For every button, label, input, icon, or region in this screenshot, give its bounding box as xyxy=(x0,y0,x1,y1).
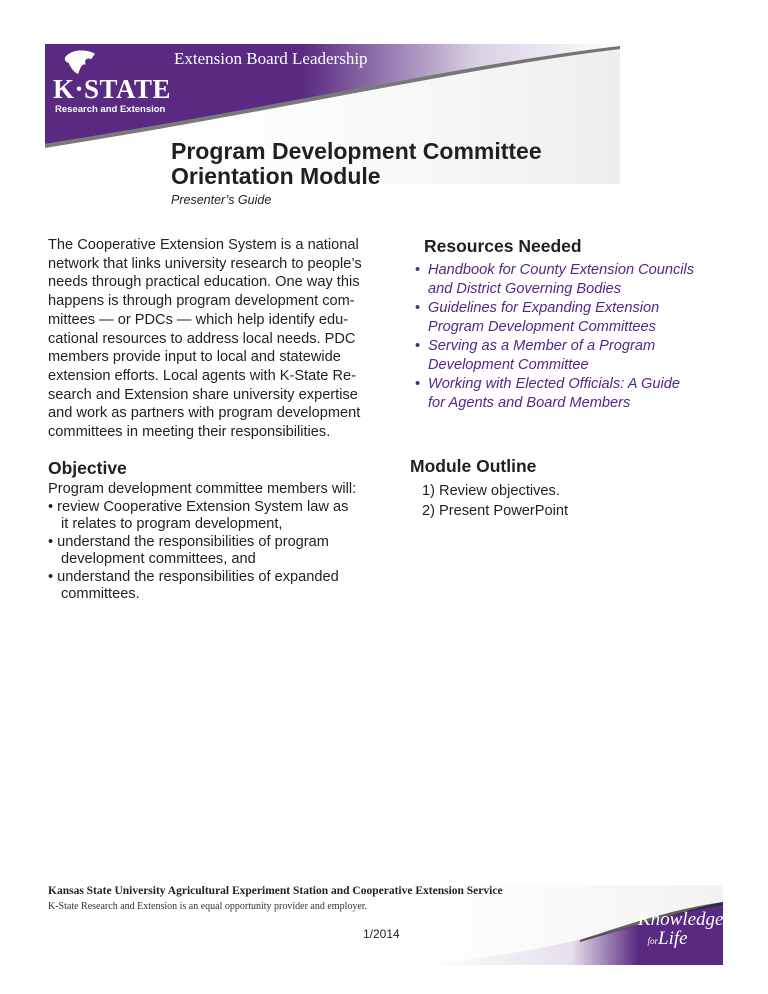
intro-paragraph xyxy=(48,236,362,442)
resource-item[interactable]: • Serving as a Member of a Program Development Committee xyxy=(415,338,656,373)
objective-item: • understand the responsibilities of expanded committees. xyxy=(48,568,339,602)
publication-date: 1/2014 xyxy=(363,927,400,941)
banner-title: Extension Board Leadership xyxy=(174,49,368,68)
logo-subtext: Research and Extension xyxy=(55,104,166,115)
text-line: committees in meeting their responsibilities. xyxy=(48,424,331,441)
outline-item: 2) Present PowerPoint xyxy=(422,503,569,519)
text-line: The Cooperative Extension System is a national xyxy=(48,237,359,253)
text-line: cational resources to address local needs. PDC xyxy=(48,330,356,347)
objective-intro: Program development committee members will: xyxy=(48,481,357,497)
text-line: members provide input to local and statewide xyxy=(48,349,341,366)
objective-item: • understand the responsibilities of program development committees, and xyxy=(48,533,329,567)
footer-institution: Kansas State University Agricultural Experiment Station and Cooperative Extension Service xyxy=(48,885,503,897)
knowledge-for-life-logo: Knowledge forLife xyxy=(638,909,724,949)
resource-item[interactable]: • Working with Elected Officials: A Guide for Agents and Board Members xyxy=(415,376,680,411)
outline-heading: Module Outline xyxy=(410,456,537,476)
title-line: Program Development Committee xyxy=(171,138,542,164)
resource-item[interactable]: • Handbook for County Extension Councils and District Governing Bodies xyxy=(415,262,695,297)
resources-list xyxy=(415,261,694,413)
text-line: mittees — or PDCs — which help identify edu- xyxy=(48,311,349,328)
title-line: Orientation Module xyxy=(171,163,381,189)
objective-heading: Objective xyxy=(48,458,127,478)
resources-heading: Resources Needed xyxy=(424,236,582,256)
outline-item: 1) Review objectives. xyxy=(422,483,560,499)
text-line: and work as partners with program development xyxy=(48,405,361,422)
text-line: extension efforts. Local agents with K-State Re- xyxy=(48,367,356,384)
kstate-logo: K·STATE xyxy=(53,74,172,104)
text-line: needs through practical education. One way this xyxy=(48,274,360,291)
resource-item[interactable]: • Guidelines for Expanding Extension Program Development Committees xyxy=(415,300,660,335)
outline-list xyxy=(422,481,568,521)
objective-item: • review Cooperative Extension System law as it relates to program development, xyxy=(48,498,349,532)
text-line: search and Extension share university expertise xyxy=(48,386,358,403)
page-subtitle: Presenter’s Guide xyxy=(171,193,272,207)
objective-list xyxy=(48,481,356,604)
wildcat-logo-icon xyxy=(62,48,98,76)
text-line: happens is through program development com- xyxy=(48,293,355,310)
text-line: network that links university research to people’s xyxy=(48,255,362,272)
footer-eeo: K-State Research and Extension is an equal opportunity provider and employer. xyxy=(48,901,368,912)
page-title xyxy=(171,139,542,189)
